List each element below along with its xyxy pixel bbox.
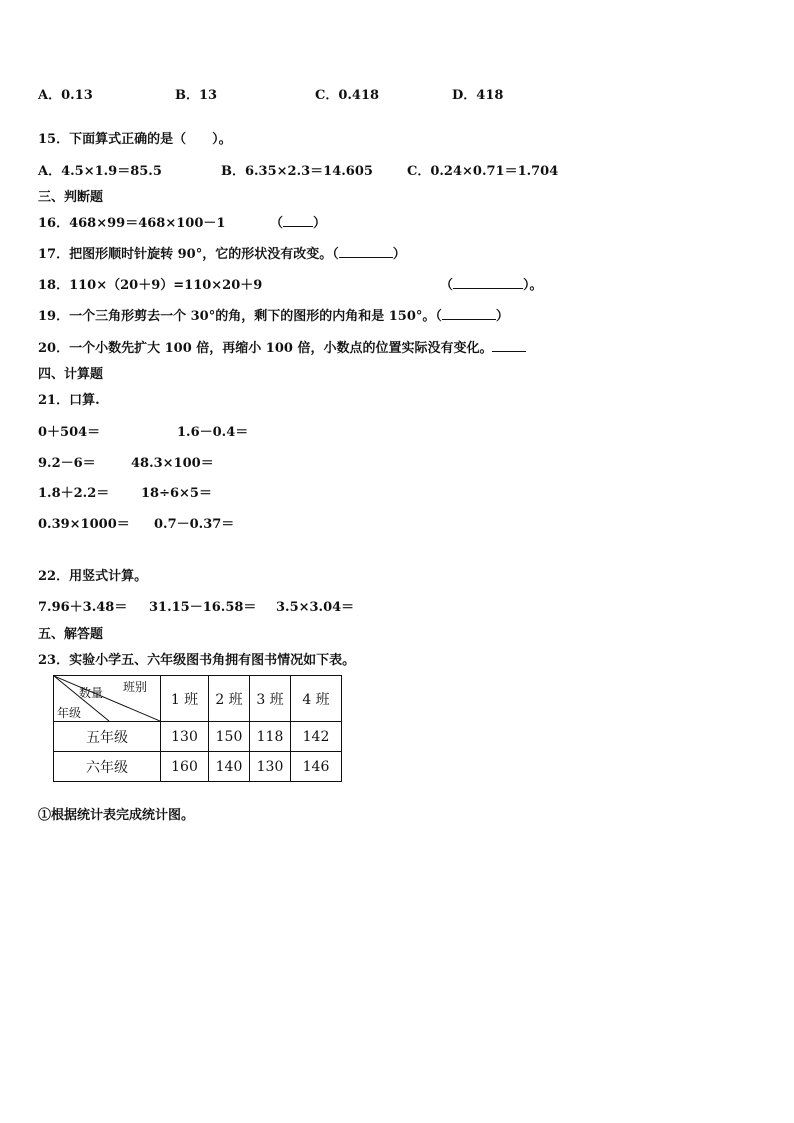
q21-item: 0.7－0.37＝ (154, 517, 235, 532)
q20-text: 20．一个小数先扩大 100 倍，再缩小 100 倍，小数点的位置实际没有变化。 (38, 337, 526, 356)
corner-label-class: 班别 (123, 680, 148, 694)
q16-text: 16．468×99＝468×100－1 (38, 216, 226, 231)
q23-stem: 23．实验小学五、六年级图书角拥有图书情况如下表。 (38, 653, 356, 668)
q21-item: 48.3×100＝ (131, 456, 214, 471)
table-corner-header (54, 676, 161, 722)
corner-label-quantity: 数量 (79, 686, 104, 700)
q21-item: 9.2－6＝ (38, 456, 96, 471)
q18-text: 18．110×（20＋9）=110×20＋9 (38, 278, 263, 293)
q18-answer-blank: （ ）。 (440, 278, 543, 293)
corner-label-grade: 年级 (57, 706, 82, 720)
q22-stem: 22．用竖式计算。 (38, 569, 148, 584)
section-title-judgement: 三、判断题 (38, 190, 104, 205)
q15-stem: 15．下面算式正确的是（ ）。 (38, 132, 232, 147)
q17-text: 17．把图形顺时针旋转 90°，它的形状没有改变。（ ） (38, 247, 406, 262)
table-cell: 150 (209, 722, 250, 752)
book-stats-table (53, 675, 342, 782)
table-cell: 146 (291, 752, 342, 782)
q14-option-c: C．0.418 (315, 88, 380, 103)
column-header: 4 班 (291, 676, 342, 722)
q14-option-d: D．418 (452, 88, 504, 103)
q19-answer-blank (442, 307, 496, 320)
q21-item: 18÷6×5＝ (141, 486, 212, 501)
q21-item: 0.39×1000＝ (38, 517, 130, 532)
q23-sub1: ①根据统计表完成统计图。 (38, 808, 195, 823)
q15-option-c: C．0.24×0.71＝1.704 (407, 164, 559, 179)
table-cell: 118 (250, 722, 291, 752)
table-header-row (54, 676, 342, 722)
q20-answer-blank (492, 339, 526, 352)
q15-option-b: B．6.35×2.3＝14.605 (221, 164, 373, 179)
column-header: 1 班 (161, 676, 209, 722)
row-label: 五年级 (54, 722, 161, 752)
q22-item: 7.96＋3.48＝ (38, 600, 128, 615)
q21-item: 1.6－0.4＝ (177, 425, 249, 440)
section-title-answers: 五、解答题 (38, 627, 104, 642)
table-cell: 130 (250, 752, 291, 782)
table-cell: 160 (161, 752, 209, 782)
q17-answer-blank (339, 245, 393, 258)
table-row (54, 752, 342, 782)
q16-answer-blank: （ ） (270, 216, 327, 231)
table-cell: 142 (291, 722, 342, 752)
q21-stem: 21．口算. (38, 393, 100, 408)
table-cell: 130 (161, 722, 209, 752)
q21-item: 0＋504＝ (38, 425, 101, 440)
q22-item: 3.5×3.04＝ (276, 600, 355, 615)
column-header: 3 班 (250, 676, 291, 722)
q14-option-a: A．0.13 (38, 88, 93, 103)
q22-item: 31.15－16.58＝ (149, 600, 257, 615)
q15-option-a: A．4.5×1.9＝85.5 (38, 164, 162, 179)
section-title-calculation: 四、计算题 (38, 367, 104, 382)
q14-option-b: B．13 (175, 88, 218, 103)
table-row (54, 722, 342, 752)
column-header: 2 班 (209, 676, 250, 722)
table-cell: 140 (209, 752, 250, 782)
row-label: 六年级 (54, 752, 161, 782)
q21-item: 1.8＋2.2＝ (38, 486, 110, 501)
q19-text: 19．一个三角形剪去一个 30°的角，剩下的图形的内角和是 150°。（ ） (38, 309, 509, 324)
